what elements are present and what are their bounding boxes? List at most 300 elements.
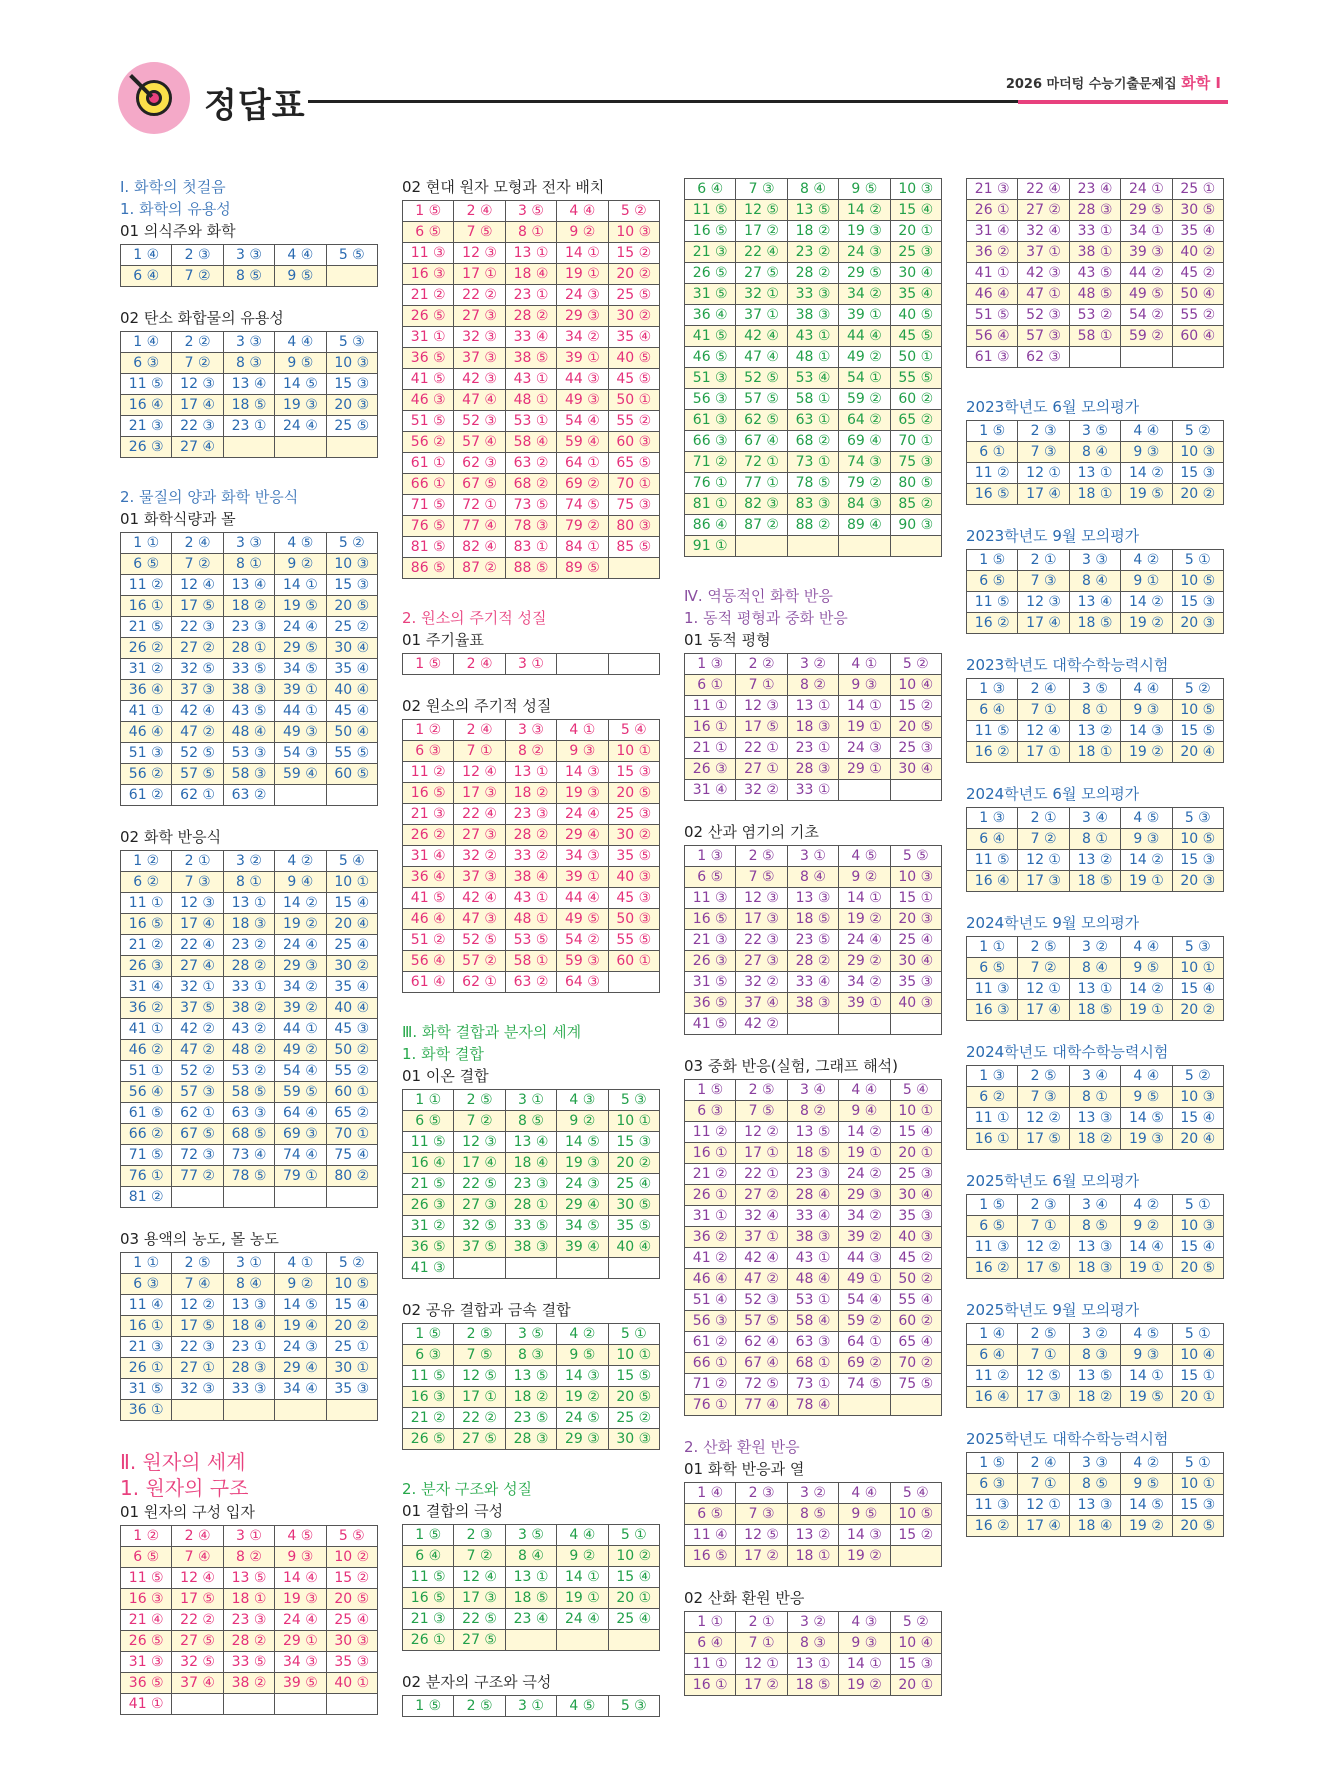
answer-row bbox=[403, 846, 660, 867]
answer-cell: 17 ④ bbox=[1018, 1000, 1069, 1021]
answer-cell: 9 ③ bbox=[1121, 442, 1172, 463]
answer-cell: 13 ① bbox=[1069, 463, 1120, 484]
answer-row bbox=[121, 266, 378, 287]
answer-cell: 16 ① bbox=[121, 596, 172, 617]
answer-row bbox=[121, 914, 378, 935]
answer-cell: 13 ① bbox=[505, 243, 556, 264]
answer-cell: 9 ① bbox=[1121, 571, 1172, 592]
answer-column-1 bbox=[120, 176, 378, 1715]
answer-cell: 14 ④ bbox=[275, 1568, 326, 1589]
answer-cell: 42 ④ bbox=[172, 701, 223, 722]
answer-cell: 11 ② bbox=[685, 1122, 736, 1143]
answer-cell: 52 ⑤ bbox=[736, 368, 787, 389]
answer-cell: 21 ② bbox=[685, 1164, 736, 1185]
answer-cell: 31 ④ bbox=[403, 846, 454, 867]
answer-cell: 72 ⑤ bbox=[736, 1374, 787, 1395]
answer-cell bbox=[557, 654, 608, 675]
answer-cell: 9 ③ bbox=[275, 1547, 326, 1568]
answer-cell: 7 ⑤ bbox=[454, 1345, 505, 1366]
answer-row bbox=[685, 1014, 942, 1035]
answer-cell: 26 ① bbox=[403, 1630, 454, 1651]
answer-cell: 28 ② bbox=[223, 956, 274, 977]
answer-cell: 8 ② bbox=[787, 1101, 838, 1122]
answer-cell: 13 ④ bbox=[223, 575, 274, 596]
answer-cell bbox=[557, 1258, 608, 1279]
answer-row bbox=[685, 993, 942, 1014]
answer-cell bbox=[172, 1694, 223, 1715]
answer-row bbox=[403, 306, 660, 327]
answer-row bbox=[685, 1504, 942, 1525]
answer-cell: 1 ⑤ bbox=[403, 201, 454, 222]
answer-cell: 17 ⑤ bbox=[172, 596, 223, 617]
answer-cell: 11 ① bbox=[685, 696, 736, 717]
answer-cell: 87 ② bbox=[454, 558, 505, 579]
answer-cell: 6 ⑤ bbox=[403, 1111, 454, 1132]
answer-cell: 58 ④ bbox=[505, 432, 556, 453]
answer-row bbox=[121, 1400, 378, 1421]
answer-cell: 22 ⑤ bbox=[454, 1174, 505, 1195]
answer-cell: 3 ② bbox=[1069, 1324, 1120, 1345]
answer-cell: 27 ② bbox=[172, 638, 223, 659]
answer-cell: 10 ③ bbox=[326, 353, 377, 374]
answer-cell: 13 ⑤ bbox=[1069, 1366, 1120, 1387]
answer-cell: 54 ② bbox=[1121, 305, 1172, 326]
answer-cell: 44 ① bbox=[275, 1019, 326, 1040]
answer-cell: 16 ⑤ bbox=[685, 1546, 736, 1567]
answer-cell: 12 ① bbox=[1018, 1495, 1069, 1516]
answer-cell: 52 ③ bbox=[736, 1290, 787, 1311]
answer-cell: 22 ① bbox=[736, 738, 787, 759]
answer-cell: 17 ⑤ bbox=[736, 717, 787, 738]
answer-row bbox=[121, 575, 378, 596]
answer-cell: 29 ② bbox=[839, 951, 890, 972]
answer-cell: 30 ① bbox=[326, 1358, 377, 1379]
answer-cell: 7 ② bbox=[172, 353, 223, 374]
answer-cell: 16 ④ bbox=[967, 1387, 1018, 1408]
answer-cell: 4 ② bbox=[557, 1324, 608, 1345]
answer-row bbox=[685, 759, 942, 780]
answer-cell: 1 ② bbox=[121, 1526, 172, 1547]
answer-cell: 3 ③ bbox=[223, 332, 274, 353]
answer-cell: 67 ④ bbox=[736, 431, 787, 452]
answer-cell: 74 ③ bbox=[839, 452, 890, 473]
answer-row bbox=[121, 1316, 378, 1337]
answer-cell: 70 ① bbox=[608, 474, 659, 495]
answer-cell: 13 ③ bbox=[1069, 1108, 1120, 1129]
answer-cell: 23 ⑤ bbox=[787, 930, 838, 951]
answer-cell bbox=[275, 785, 326, 806]
answer-cell: 10 ② bbox=[326, 1547, 377, 1568]
answer-cell: 24 ④ bbox=[557, 804, 608, 825]
answer-cell: 20 ⑤ bbox=[608, 1387, 659, 1408]
answer-row bbox=[967, 721, 1224, 742]
answer-cell: 3 ④ bbox=[1069, 1195, 1120, 1216]
answer-cell: 35 ④ bbox=[890, 284, 941, 305]
answer-cell: 51 ⑤ bbox=[967, 305, 1018, 326]
answer-row bbox=[121, 1652, 378, 1673]
answer-cell: 4 ② bbox=[1121, 1453, 1172, 1474]
answer-cell: 68 ⑤ bbox=[223, 1124, 274, 1145]
answer-row bbox=[121, 743, 378, 764]
answer-cell: 7 ① bbox=[1018, 700, 1069, 721]
answer-cell: 20 ⑤ bbox=[1172, 1516, 1223, 1537]
answer-cell: 26 ③ bbox=[121, 437, 172, 458]
answer-row bbox=[403, 285, 660, 306]
answer-cell bbox=[787, 1014, 838, 1035]
answer-cell: 14 ③ bbox=[1121, 721, 1172, 742]
answer-cell: 6 ③ bbox=[121, 353, 172, 374]
subsection-title: 01 동적 평형 bbox=[684, 631, 771, 649]
answer-cell: 73 ⑤ bbox=[505, 495, 556, 516]
answer-cell: 20 ② bbox=[1172, 484, 1223, 505]
answer-cell: 11 ⑤ bbox=[121, 1568, 172, 1589]
answer-cell: 6 ④ bbox=[685, 179, 736, 200]
answer-cell: 52 ⑤ bbox=[454, 930, 505, 951]
answer-cell: 53 ② bbox=[1069, 305, 1120, 326]
answer-cell: 33 ⑤ bbox=[223, 1652, 274, 1673]
answer-row bbox=[685, 473, 942, 494]
section-title: 2024학년도 대학수학능력시험 bbox=[966, 1043, 1169, 1061]
answer-cell: 16 ② bbox=[967, 1516, 1018, 1537]
answer-cell: 32 ④ bbox=[1018, 221, 1069, 242]
answer-cell: 19 ① bbox=[1121, 1258, 1172, 1279]
answer-row bbox=[967, 808, 1224, 829]
answer-cell: 46 ② bbox=[121, 1040, 172, 1061]
answer-cell: 15 ③ bbox=[1172, 463, 1223, 484]
answer-cell: 31 ④ bbox=[967, 221, 1018, 242]
answer-cell: 20 ④ bbox=[326, 914, 377, 935]
answer-row bbox=[967, 1516, 1224, 1537]
answer-cell: 18 ⑤ bbox=[505, 1588, 556, 1609]
answer-row bbox=[685, 1122, 942, 1143]
answer-row bbox=[403, 1258, 660, 1279]
answer-cell: 14 ② bbox=[1121, 979, 1172, 1000]
answer-row bbox=[685, 951, 942, 972]
answer-cell: 12 ③ bbox=[736, 888, 787, 909]
answer-cell: 18 ⑤ bbox=[787, 1675, 838, 1696]
answer-cell: 75 ③ bbox=[608, 495, 659, 516]
answer-cell: 37 ③ bbox=[454, 348, 505, 369]
answer-cell: 9 ④ bbox=[839, 1101, 890, 1122]
answer-cell: 16 ④ bbox=[121, 395, 172, 416]
answer-cell: 16 ① bbox=[685, 1675, 736, 1696]
answer-cell: 18 ⑤ bbox=[787, 909, 838, 930]
answer-cell: 5 ② bbox=[326, 1253, 377, 1274]
answer-cell: 34 ② bbox=[839, 972, 890, 993]
answer-cell: 47 ① bbox=[1018, 284, 1069, 305]
answer-cell: 12 ⑤ bbox=[736, 1525, 787, 1546]
answer-cell: 60 ⑤ bbox=[326, 764, 377, 785]
subsection-title: 02 원소의 주기적 성질 bbox=[402, 697, 552, 715]
answer-cell: 7 ① bbox=[1018, 1474, 1069, 1495]
answer-cell: 4 ④ bbox=[1121, 679, 1172, 700]
answer-cell: 62 ⑤ bbox=[736, 410, 787, 431]
answer-cell: 11 ③ bbox=[403, 243, 454, 264]
answer-cell: 16 ⑤ bbox=[967, 484, 1018, 505]
answer-cell: 29 ③ bbox=[839, 1185, 890, 1206]
answer-row bbox=[403, 1195, 660, 1216]
answer-row bbox=[403, 243, 660, 264]
answer-cell: 23 ② bbox=[787, 242, 838, 263]
answer-cell: 63 ① bbox=[787, 410, 838, 431]
answer-row bbox=[403, 411, 660, 432]
answer-cell: 11 ⑤ bbox=[967, 850, 1018, 871]
section-title: Ⅰ. 화학의 첫걸음 bbox=[120, 178, 226, 196]
section-spacer bbox=[120, 806, 378, 826]
answer-cell: 49 ③ bbox=[275, 722, 326, 743]
answer-cell: 59 ⑤ bbox=[275, 1082, 326, 1103]
answer-cell: 15 ① bbox=[890, 888, 941, 909]
answer-cell: 71 ⑤ bbox=[403, 495, 454, 516]
answer-cell: 26 ① bbox=[685, 1185, 736, 1206]
answer-cell: 28 ③ bbox=[505, 1429, 556, 1450]
answer-row bbox=[403, 1609, 660, 1630]
answer-row bbox=[967, 679, 1224, 700]
answer-cell: 47 ③ bbox=[454, 909, 505, 930]
answer-cell: 9 ② bbox=[275, 554, 326, 575]
answer-cell: 17 ⑤ bbox=[172, 1316, 223, 1337]
answer-cell: 2 ⑤ bbox=[736, 846, 787, 867]
answer-row bbox=[967, 484, 1224, 505]
answer-row bbox=[967, 1087, 1224, 1108]
answer-cell: 26 ⑤ bbox=[403, 306, 454, 327]
answer-cell: 1 ① bbox=[121, 1253, 172, 1274]
answer-cell: 23 ③ bbox=[223, 617, 274, 638]
answer-cell bbox=[326, 1400, 377, 1421]
answer-cell: 31 ① bbox=[403, 327, 454, 348]
section-spacer bbox=[966, 892, 1224, 912]
answer-cell: 31 ⑤ bbox=[121, 1379, 172, 1400]
answer-cell: 30 ③ bbox=[326, 1631, 377, 1652]
answer-cell: 6 ⑤ bbox=[121, 1547, 172, 1568]
answer-row bbox=[121, 416, 378, 437]
answer-cell: 5 ② bbox=[608, 201, 659, 222]
answer-cell: 6 ⑤ bbox=[967, 958, 1018, 979]
answer-table bbox=[402, 1524, 660, 1651]
answer-cell: 41 ② bbox=[685, 1248, 736, 1269]
answer-cell: 9 ② bbox=[275, 1274, 326, 1295]
answer-row bbox=[685, 452, 942, 473]
answer-cell: 3 ⑤ bbox=[1069, 679, 1120, 700]
answer-row bbox=[685, 1311, 942, 1332]
answer-cell: 26 ③ bbox=[121, 956, 172, 977]
answer-row bbox=[403, 654, 660, 675]
answer-cell: 2 ④ bbox=[1018, 1453, 1069, 1474]
answer-cell: 22 ③ bbox=[736, 930, 787, 951]
answer-cell: 13 ① bbox=[1069, 979, 1120, 1000]
answer-cell: 39 ③ bbox=[1121, 242, 1172, 263]
answer-cell: 14 ⑤ bbox=[275, 374, 326, 395]
answer-row bbox=[967, 221, 1224, 242]
answer-cell: 47 ② bbox=[736, 1269, 787, 1290]
section-title: Ⅲ. 화학 결합과 분자의 세계 bbox=[402, 1023, 582, 1041]
answer-cell: 19 ② bbox=[557, 1387, 608, 1408]
answer-cell: 77 ④ bbox=[736, 1395, 787, 1416]
answer-row bbox=[121, 701, 378, 722]
answer-cell: 25 ④ bbox=[608, 1174, 659, 1195]
answer-row bbox=[685, 1374, 942, 1395]
answer-cell: 53 ② bbox=[223, 1061, 274, 1082]
answer-cell: 33 ⑤ bbox=[505, 1216, 556, 1237]
answer-cell bbox=[223, 1400, 274, 1421]
answer-cell: 6 ② bbox=[967, 1087, 1018, 1108]
answer-cell: 14 ① bbox=[557, 1567, 608, 1588]
answer-cell: 11 ② bbox=[121, 575, 172, 596]
answer-cell: 22 ③ bbox=[172, 1337, 223, 1358]
answer-cell: 15 ④ bbox=[326, 1295, 377, 1316]
answer-row bbox=[967, 1066, 1224, 1087]
answer-cell: 16 ① bbox=[121, 1316, 172, 1337]
answer-cell: 16 ④ bbox=[403, 1153, 454, 1174]
answer-cell: 43 ① bbox=[505, 369, 556, 390]
answer-row bbox=[685, 909, 942, 930]
page-title: 정답표 bbox=[204, 86, 306, 126]
answer-cell: 7 ③ bbox=[736, 1504, 787, 1525]
section-title: 2024학년도 6월 모의평가 bbox=[966, 785, 1140, 803]
answer-cell: 43 ⑤ bbox=[223, 701, 274, 722]
answer-cell: 38 ③ bbox=[787, 993, 838, 1014]
answer-row bbox=[685, 494, 942, 515]
answer-cell: 7 ② bbox=[454, 1546, 505, 1567]
answer-cell: 17 ② bbox=[736, 221, 787, 242]
answer-cell: 1 ③ bbox=[967, 808, 1018, 829]
answer-row bbox=[121, 1145, 378, 1166]
answer-cell: 36 ④ bbox=[121, 680, 172, 701]
answer-cell: 38 ③ bbox=[787, 1227, 838, 1248]
answer-table bbox=[966, 807, 1224, 892]
answer-cell: 2 ③ bbox=[172, 245, 223, 266]
subsection-title: 02 산과 염기의 기초 bbox=[684, 823, 819, 841]
answer-cell: 2 ② bbox=[736, 654, 787, 675]
answer-cell: 20 ① bbox=[1172, 1387, 1223, 1408]
answer-cell: 12 ④ bbox=[454, 762, 505, 783]
answer-cell: 42 ④ bbox=[736, 326, 787, 347]
answer-cell: 3 ② bbox=[787, 1483, 838, 1504]
answer-cell: 5 ⑤ bbox=[890, 846, 941, 867]
answer-cell: 54 ④ bbox=[839, 1290, 890, 1311]
answer-row bbox=[967, 700, 1224, 721]
section-title: Ⅳ. 역동적인 화학 반응 bbox=[684, 587, 833, 605]
answer-cell: 4 ① bbox=[275, 1253, 326, 1274]
answer-table bbox=[120, 532, 378, 806]
answer-cell: 70 ② bbox=[890, 1353, 941, 1374]
answer-cell: 9 ⑤ bbox=[275, 353, 326, 374]
answer-cell: 27 ⑤ bbox=[172, 1631, 223, 1652]
answer-cell: 23 ⑤ bbox=[505, 1408, 556, 1429]
answer-cell: 7 ① bbox=[1018, 1345, 1069, 1366]
answer-cell: 68 ② bbox=[505, 474, 556, 495]
answer-cell: 5 ② bbox=[326, 533, 377, 554]
answer-row bbox=[685, 242, 942, 263]
answer-cell: 24 ③ bbox=[839, 242, 890, 263]
answer-cell: 3 ② bbox=[787, 1612, 838, 1633]
answer-cell: 34 ② bbox=[275, 977, 326, 998]
answer-cell: 19 ① bbox=[839, 717, 890, 738]
answer-cell: 10 ④ bbox=[890, 1633, 941, 1654]
answer-cell: 17 ① bbox=[1018, 742, 1069, 763]
answer-cell: 44 ① bbox=[275, 701, 326, 722]
section-spacer bbox=[120, 1208, 378, 1228]
answer-cell: 56 ② bbox=[403, 432, 454, 453]
answer-cell: 21 ③ bbox=[121, 416, 172, 437]
answer-cell: 12 ③ bbox=[454, 1132, 505, 1153]
answer-cell bbox=[326, 437, 377, 458]
answer-cell: 2 ④ bbox=[454, 201, 505, 222]
answer-cell: 23 ④ bbox=[1069, 179, 1120, 200]
answer-cell: 46 ④ bbox=[685, 1269, 736, 1290]
answer-cell: 2 ④ bbox=[172, 533, 223, 554]
answer-cell: 23 ① bbox=[505, 285, 556, 306]
answer-cell: 8 ① bbox=[223, 554, 274, 575]
answer-cell: 75 ③ bbox=[890, 452, 941, 473]
answer-cell: 32 ⑤ bbox=[172, 1652, 223, 1673]
answer-cell: 19 ③ bbox=[839, 221, 890, 242]
answer-row bbox=[685, 305, 942, 326]
answer-cell: 1 ② bbox=[403, 720, 454, 741]
answer-cell: 11 ② bbox=[967, 463, 1018, 484]
answer-cell: 35 ③ bbox=[326, 1652, 377, 1673]
answer-cell: 48 ① bbox=[505, 390, 556, 411]
answer-cell: 81 ⑤ bbox=[403, 537, 454, 558]
answer-cell: 1 ④ bbox=[121, 332, 172, 353]
answer-cell: 4 ① bbox=[839, 654, 890, 675]
answer-cell: 1 ⑤ bbox=[403, 1525, 454, 1546]
answer-cell: 18 ⑤ bbox=[1069, 613, 1120, 634]
answer-cell: 25 ① bbox=[326, 1337, 377, 1358]
subsection-title: 02 공유 결합과 금속 결합 bbox=[402, 1301, 571, 1319]
answer-cell: 21 ② bbox=[403, 285, 454, 306]
answer-cell: 51 ① bbox=[121, 1061, 172, 1082]
answer-cell: 53 ⑤ bbox=[505, 930, 556, 951]
answer-row bbox=[685, 1206, 942, 1227]
answer-cell: 9 ③ bbox=[839, 675, 890, 696]
answer-row bbox=[121, 659, 378, 680]
answer-cell bbox=[787, 536, 838, 557]
answer-cell: 33 ① bbox=[787, 780, 838, 801]
answer-row bbox=[403, 369, 660, 390]
answer-cell: 76 ⑤ bbox=[403, 516, 454, 537]
answer-cell: 8 ③ bbox=[787, 1633, 838, 1654]
answer-cell: 21 ③ bbox=[121, 1337, 172, 1358]
answer-cell: 90 ③ bbox=[890, 515, 941, 536]
answer-row bbox=[967, 1129, 1224, 1150]
answer-cell: 6 ③ bbox=[121, 1274, 172, 1295]
answer-cell: 20 ③ bbox=[1172, 871, 1223, 892]
answer-cell: 4 ④ bbox=[839, 1483, 890, 1504]
answer-table bbox=[120, 244, 378, 287]
answer-cell: 66 ③ bbox=[685, 431, 736, 452]
answer-cell: 33 ② bbox=[505, 846, 556, 867]
answer-cell: 37 ① bbox=[736, 1227, 787, 1248]
answer-cell: 1 ① bbox=[403, 1090, 454, 1111]
answer-cell: 74 ④ bbox=[275, 1145, 326, 1166]
answer-cell: 60 ① bbox=[608, 951, 659, 972]
subsection-title: 03 용액의 농도, 몰 농도 bbox=[120, 1230, 279, 1248]
answer-cell: 19 ① bbox=[557, 264, 608, 285]
answer-cell: 34 ① bbox=[1121, 221, 1172, 242]
answer-cell: 1 ④ bbox=[967, 1324, 1018, 1345]
answer-row bbox=[685, 780, 942, 801]
answer-cell: 30 ④ bbox=[890, 263, 941, 284]
answer-row bbox=[121, 1019, 378, 1040]
answer-row bbox=[121, 1061, 378, 1082]
answer-row bbox=[403, 327, 660, 348]
answer-cell: 19 ③ bbox=[557, 783, 608, 804]
answer-cell bbox=[326, 1694, 377, 1715]
answer-cell: 24 ④ bbox=[275, 617, 326, 638]
answer-row bbox=[403, 516, 660, 537]
answer-cell: 25 ⑤ bbox=[326, 416, 377, 437]
